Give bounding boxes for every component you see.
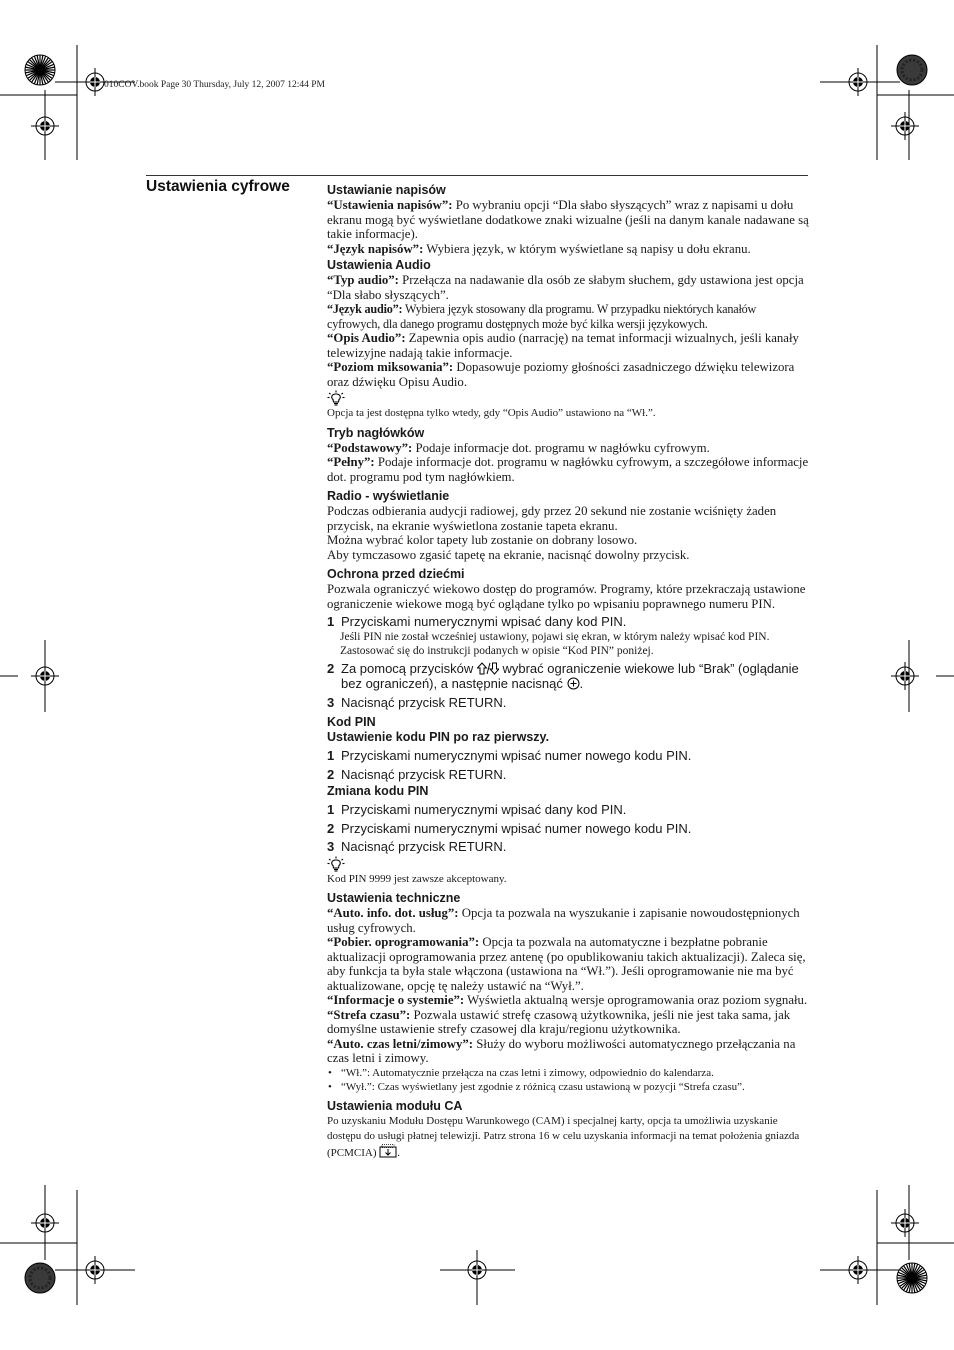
radio-paragraph-1: Podczas odbierania audycji radiowej, gdy przez 20 sekund nie zostanie wciśnięty żaden przycisk, na ekranie wyświetlona zostanie tapeta ekranu. — [327, 504, 777, 533]
pin-change-subheading: Zmiana kodu PIN — [327, 784, 429, 798]
ca-module-paragraph: Po uzyskaniu Modułu Dostępu Warunkowego (CAM) i specjalnej karty, opcja ta umożliwia uzyskanie dostępu do usługi płatnej telewizji. Patrz strona 16 w celu uzyskania informacji na temat położenia gniazda (PCMCIA) . — [327, 1114, 800, 1159]
time-zone-paragraph: “Strefa czasu”: Pozwala ustawić strefę czasową użytkownika, jeśli nie jest taka sama, jak domyślne ustawienie strefy czasowej dla kraju/regionu użytkownika. — [327, 1007, 791, 1036]
pin-change-step-2: 2 Przyciskami numerycznymi wpisać numer nowego kodu PIN. — [327, 820, 692, 836]
pin-code-heading: Kod PIN — [327, 715, 376, 729]
tip-lightbulb-icon — [327, 856, 345, 873]
audio-description-paragraph: “Opis Audio”: Zapewnia opis audio (narrację) na temat informacji wizualnych, jeśli kanały telewizyjne nadają takie informacje. — [327, 331, 799, 360]
section-title: Ustawienia cyfrowe — [146, 178, 290, 195]
pin-change-step-3: 3 Nacisnąć przycisk RETURN. — [327, 839, 507, 854]
captions-paragraph: “Ustawienia napisów”: Po wybraniu opcji “Dla słabo słyszących” wraz z napisami u dołu ekranu mogą być wyświetlane dodatkowe znaki wizualne (jeśli na danym kanale nadawane są takie informacje). — [327, 198, 809, 241]
ca-module-heading: Ustawienia modułu CA — [327, 1098, 463, 1113]
radio-display-heading: Radio - wyświetlanie — [327, 489, 450, 503]
header-mode-heading: Tryb nagłówków — [327, 425, 425, 440]
up-down-arrow-icon — [477, 662, 499, 675]
dst-off-bullet: • “Wył.”: Czas wyświetlany jest zgodnie z różnicą czasu ustawioną w pozycji “Strefa czasu”. — [328, 1080, 745, 1093]
audio-heading: Ustawienia Audio — [327, 258, 431, 272]
radio-paragraph-3: Aby tymczasowo zgasić tapetę na ekranie, nacisnąć dowolny przycisk. — [327, 547, 690, 562]
full-mode-paragraph: “Pełny”: Podaje informacje dot. programu w nagłówku cyfrowym, a szczegółowe informacje dot. programu pod tym nagłówkiem. — [327, 455, 809, 484]
enter-button-icon — [567, 677, 580, 690]
pin-tip-text: Kod PIN 9999 jest zawsze akceptowany. — [327, 872, 507, 885]
pin-first-step-1: 1 Przyciskami numerycznymi wpisać numer nowego kodu PIN. — [327, 748, 692, 763]
book-file-header: 010COV.book Page 30 Thursday, July 12, 2007 12:44 PM — [104, 80, 325, 90]
parental-step-3: 3 Nacisnąć przycisk RETURN. — [327, 694, 507, 710]
auto-service-paragraph: “Auto. info. dot. usług”: Opcja ta pozwala na wyszukanie i zapisanie nowoudostępnionych usług cyfrowych. — [327, 906, 800, 935]
system-info-paragraph: “Informacje o systemie”: Wyświetla aktualną wersje oprogramowania oraz poziom sygnału. — [327, 993, 808, 1007]
pcmcia-slot-icon — [379, 1144, 397, 1158]
mix-level-paragraph: “Poziom miksowania”: Dopasowuje poziomy głośności zasadniczego dźwięku telewizora oraz dźwięku Opisu Audio. — [327, 360, 795, 389]
audio-type-paragraph: “Typ audio”: Przełącza na nadawanie dla osób ze słabym słuchem, gdy ustawiona jest opcja “Dla słabo słyszących”. — [327, 273, 804, 302]
parental-lock-paragraph: Pozwala ograniczyć wiekowo dostęp do programów. Programy, które przekraczają ustawione ograniczenie wiekowe mogą być oglądane tylko po wpisaniu poprawnego numeru PIN. — [327, 582, 806, 611]
captions-heading: Ustawianie napisów — [327, 183, 446, 197]
radio-paragraph-2: Można wybrać kolor tapety lub zostanie on dobrany losowo. — [327, 533, 638, 547]
dst-on-bullet: • “Wł.”: Automatycznie przełącza na czas letni i zimowy, odpowiednio do kalendarza. — [328, 1066, 714, 1079]
audio-language-paragraph: “Język audio”: Wybiera język stosowany dla programu. W przypadku niektórych kanałów cyfrowych, dla danego programu dostępnych może być kilka wersji językowych. — [327, 302, 757, 331]
section-content — [327, 183, 810, 1161]
parental-step-1-note: Jeśli PIN nie został wcześniej ustawiony, pojawi się ekran, w którym należy wpisać kod PIN. Zastosować się do instrukcji podanych w opisie “Kod PIN” poniżej. — [340, 630, 770, 657]
audio-tip-text: Opcja ta jest dostępna tylko wtedy, gdy “Opis Audio” ustawiono na “Wł.”. — [327, 407, 656, 419]
tip-lightbulb-icon — [327, 390, 345, 407]
parental-lock-heading: Ochrona przed dziećmi — [327, 567, 465, 581]
software-download-paragraph: “Pobier. oprogramowania”: Opcja ta pozwala na automatyczne i bezpłatne pobranie aktualizacji oprogramowania przez antenę (po opublikowaniu takich aktualizacji). Zaleca się, aby funkcja ta była stale włączona (ustawiona na “Wł.”). Jeśli oprogramowanie nie ma być aktualizowane, opcję tę należy ustawić na “Wył.”. — [327, 935, 806, 993]
basic-mode-paragraph: “Podstawowy”: Podaje informacje dot. programu w nagłówku cyfrowym. — [327, 440, 710, 455]
pin-change-step-1: 1 Przyciskami numerycznymi wpisać dany kod PIN. — [327, 802, 627, 817]
technical-settings-heading: Ustawienia techniczne — [327, 891, 461, 905]
auto-dst-paragraph: “Auto. czas letni/zimowy”: Służy do wyboru możliwości automatycznego przełączania na czas letni i zimowy. — [327, 1036, 796, 1065]
captions-language-paragraph: “Język napisów”: Wybiera język, w którym wyświetlane są napisy u dołu ekranu. — [327, 241, 751, 256]
section-rule — [146, 175, 808, 176]
pin-first-time-subheading: Ustawienie kodu PIN po raz pierwszy. — [327, 730, 550, 744]
parental-step-1: 1 Przyciskami numerycznymi wpisać dany kod PIN. — [327, 614, 627, 629]
pin-first-step-2: 2 Nacisnąć przycisk RETURN. — [327, 766, 507, 782]
parental-step-2: 2 Za pomocą przycisków wybrać ograniczenie wiekowe lub “Brak” (oglądanie bez ograniczeń), a następnie nacisnąć . — [327, 660, 799, 691]
